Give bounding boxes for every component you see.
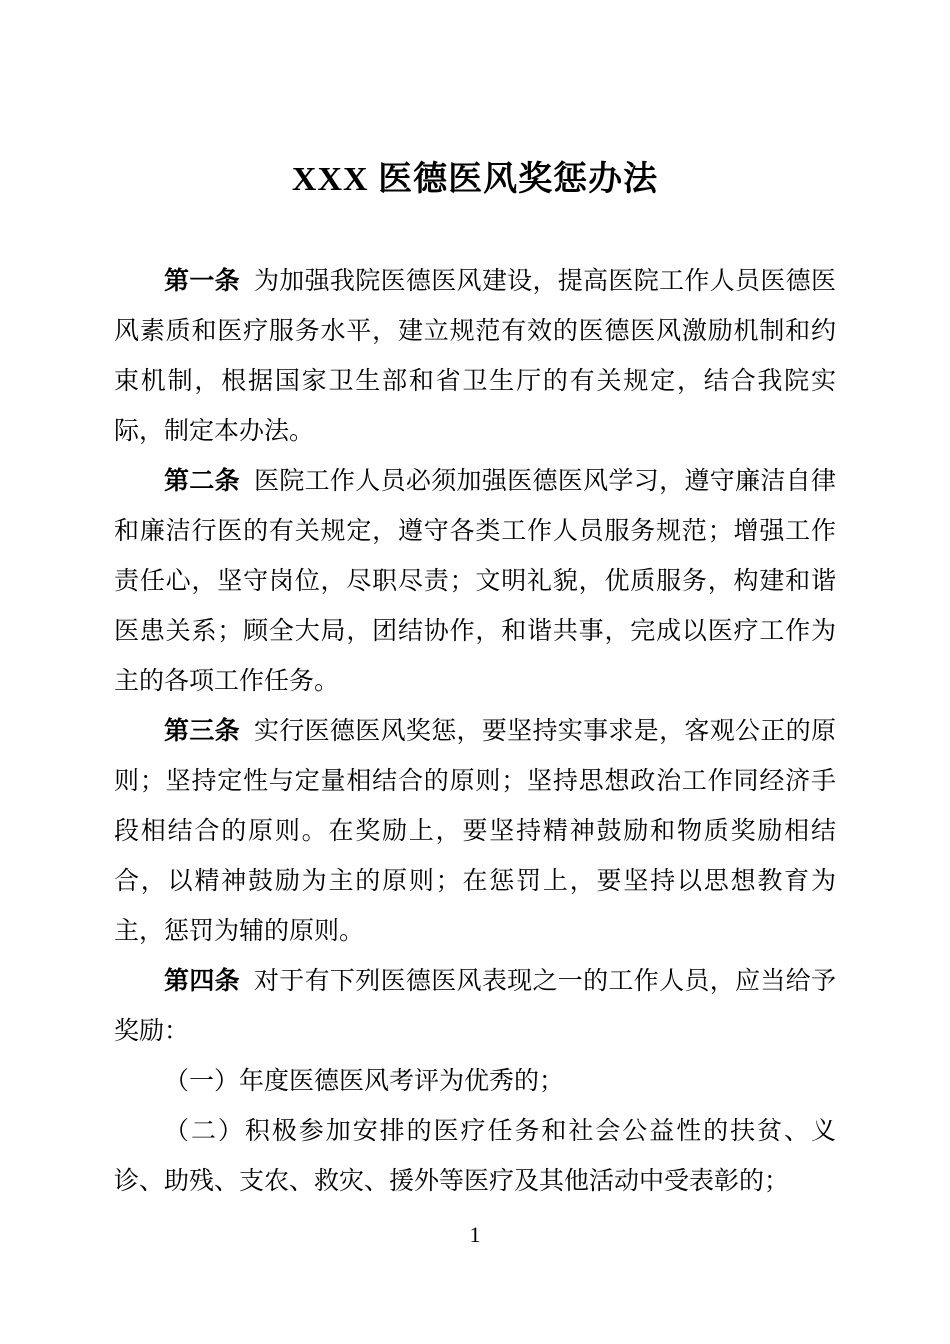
list-item: （二）积极参加安排的医疗任务和社会公益性的扶贫、义诊、助残、支农、救灾、援外等医疗及其他活动中受表彰的； (114, 1116, 836, 1195)
article-paragraph (114, 706, 836, 956)
document-body (114, 256, 836, 1206)
article-paragraph (114, 456, 836, 706)
article-text: 实行医德医风奖惩，要坚持实事求是，客观公正的原则；坚持定性与定量相结合的原则；坚持思想政治工作同经济手段相结合的原则。在奖励上，要坚持精神鼓励和物质奖励相结合，以精神鼓励为主的原则；在惩罚上，要坚持以思想教育为主，惩罚为辅的原则。 (114, 716, 836, 945)
article-paragraph (114, 956, 836, 1056)
article-label: 第一条 (164, 266, 240, 295)
article-label: 第二条 (164, 466, 240, 495)
article-label: 第四条 (164, 966, 240, 995)
article-paragraph (114, 256, 836, 456)
article-text: 为加强我院医德医风建设，提高医院工作人员医德医风素质和医疗服务水平，建立规范有效的医德医风激励机制和约束机制，根据国家卫生部和省卫生厅的有关规定，结合我院实际，制定本办法。 (114, 266, 836, 445)
list-item: （一）年度医德医风考评为优秀的； (164, 1066, 565, 1095)
article-text: 医院工作人员必须加强医德医风学习，遵守廉洁自律和廉洁行医的有关规定，遵守各类工作人员服务规范；增强工作责任心，坚守岗位，尽职尽责；文明礼貌，优质服务，构建和谐医患关系；顾全大局，团结协作，和谐共事，完成以医疗工作为主的各项工作任务。 (114, 466, 836, 695)
article-text: 对于有下列医德医风表现之一的工作人员，应当给予奖励： (114, 966, 836, 1045)
page-number: 1 (469, 1222, 481, 1247)
article-label: 第三条 (164, 716, 240, 745)
document-title: XXX 医德医风奖惩办法 (291, 161, 659, 198)
